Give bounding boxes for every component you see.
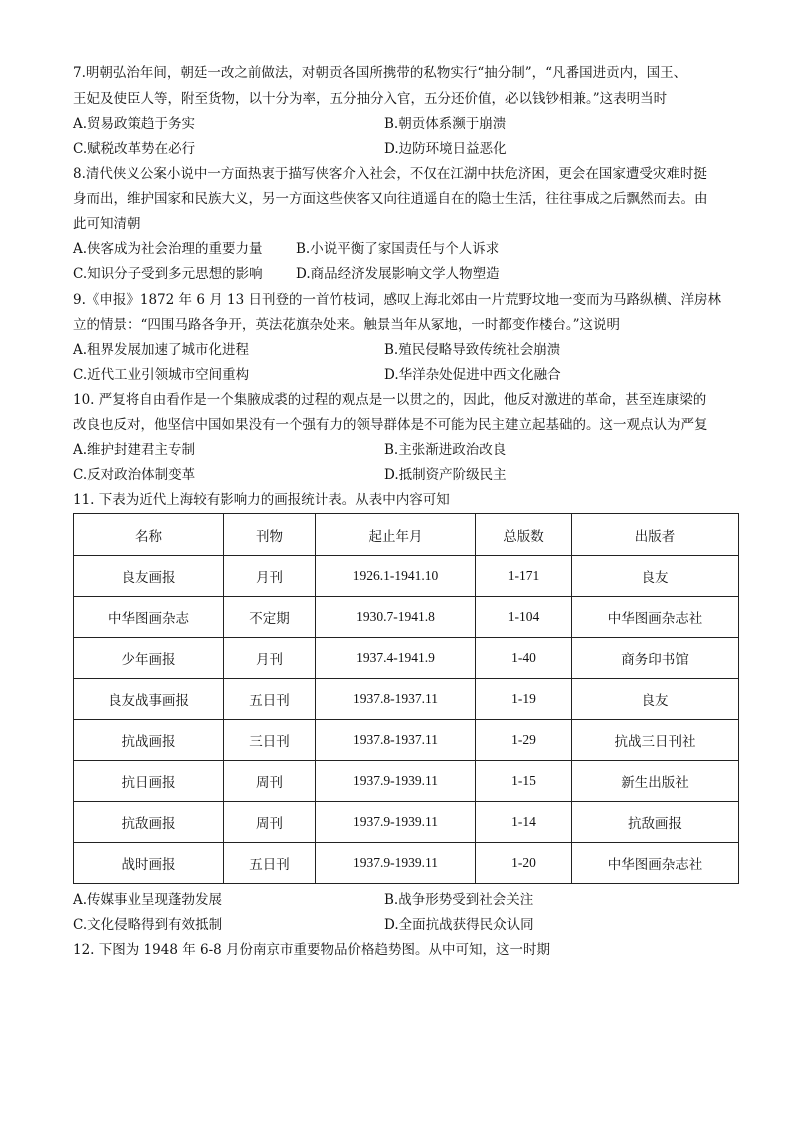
table-row <box>74 843 739 884</box>
header-publisher: 出版者 <box>572 514 739 556</box>
cell-period: 1937.9-1939.11 <box>316 843 476 884</box>
cell-period: 1937.8-1937.11 <box>316 679 476 720</box>
cell-name: 抗日画报 <box>74 761 224 802</box>
table-row <box>74 638 739 679</box>
cell-issues: 1-104 <box>476 597 572 638</box>
cell-name: 中华图画杂志 <box>74 597 224 638</box>
q11-option-b[interactable]: B.战争形势受到社会关注 <box>384 892 534 908</box>
cell-publisher: 良友 <box>572 556 739 597</box>
cell-period: 1937.4-1941.9 <box>316 638 476 679</box>
cell-issues: 1-171 <box>476 556 572 597</box>
q9-stem-line-2: 立的情景：“四围马路各争开，英法花旗杂处来。触景当年从冢地，一时都变作楼台。”这说明 <box>73 317 621 333</box>
cell-period: 1937.9-1939.11 <box>316 802 476 843</box>
cell-publisher: 中华图画杂志社 <box>572 843 739 884</box>
q8-stem-line-3: 此可知清朝 <box>73 216 141 232</box>
header-period: 起止年月 <box>316 514 476 556</box>
cell-type: 月刊 <box>224 638 316 679</box>
q9-option-c[interactable]: C.近代工业引领城市空间重构 <box>73 367 250 383</box>
cell-type: 五日刊 <box>224 843 316 884</box>
header-type: 刊物 <box>224 514 316 556</box>
cell-name: 抗战画报 <box>74 720 224 761</box>
cell-period: 1937.9-1939.11 <box>316 761 476 802</box>
q7-option-c[interactable]: C.赋税改革势在必行 <box>73 141 196 157</box>
cell-name: 良友战事画报 <box>74 679 224 720</box>
q12-stem: 12. 下图为 1948 年 6-8 月份南京市重要物品价格趋势图。从中可知，这一时期 <box>73 942 551 958</box>
cell-issues: 1-19 <box>476 679 572 720</box>
cell-issues: 1-40 <box>476 638 572 679</box>
cell-type: 五日刊 <box>224 679 316 720</box>
cell-type: 不定期 <box>224 597 316 638</box>
cell-name: 战时画报 <box>74 843 224 884</box>
cell-publisher: 良友 <box>572 679 739 720</box>
table-row <box>74 720 739 761</box>
q8-option-a[interactable]: A.侠客成为社会治理的重要力量 <box>73 241 263 257</box>
q11-option-c[interactable]: C.文化侵略得到有效抵制 <box>73 917 223 933</box>
q8-option-b[interactable]: B.小说平衡了家国责任与个人诉求 <box>296 241 500 257</box>
table-row <box>74 679 739 720</box>
q11-option-a[interactable]: A.传媒事业呈现蓬勃发展 <box>73 892 223 908</box>
q10-option-d[interactable]: D.抵制资产阶级民主 <box>384 467 507 483</box>
cell-name: 良友画报 <box>74 556 224 597</box>
q8-stem-line-1: 8.清代侠义公案小说中一方面热衷于描写侠客介入社会，不仅在江湖中扶危济困，更会在国家遭受灾难时挺 <box>73 166 707 182</box>
cell-type: 周刊 <box>224 761 316 802</box>
cell-publisher: 抗战三日刊社 <box>572 720 739 761</box>
cell-type: 三日刊 <box>224 720 316 761</box>
cell-name: 少年画报 <box>74 638 224 679</box>
q8-stem-line-2: 身而出，维护国家和民族大义，另一方面这些侠客又向往逍遥自在的隐士生活，往往事成之后飘然而去。由 <box>73 191 708 207</box>
q7-option-b[interactable]: B.朝贡体系濒于崩溃 <box>384 116 507 132</box>
cell-period: 1937.8-1937.11 <box>316 720 476 761</box>
q7-stem-line-2: 王妃及使臣人等，附至货物，以十分为率，五分抽分入官，五分还价值，必以钱钞相兼。”这表明当时 <box>73 91 668 107</box>
pictorial-statistics-table <box>73 513 739 884</box>
q10-option-c[interactable]: C.反对政治体制变革 <box>73 467 196 483</box>
cell-publisher: 抗敌画报 <box>572 802 739 843</box>
q10-stem-line-1: 10. 严复将自由看作是一个集腋成裘的过程的观点是一以贯之的，因此，他反对激进的革命，甚至连康梁的 <box>73 392 707 408</box>
q7-stem-line-1: 7.明朝弘治年间，朝廷一改之前做法，对朝贡各国所携带的私物实行“抽分制”，“凡番国进贡内，国王、 <box>73 65 688 81</box>
q7-option-d[interactable]: D.边防环境日益恶化 <box>384 141 507 157</box>
q8-option-d[interactable]: D.商品经济发展影响文学人物塑造 <box>296 266 500 282</box>
q9-stem-line-1: 9.《申报》1872 年 6 月 13 日刊登的一首竹枝词，感叹上海北郊由一片荒野坟地一变而为马路纵横、洋房林 <box>73 292 721 308</box>
q11-stem: 11. 下表为近代上海较有影响力的画报统计表。从表中内容可知 <box>73 492 450 508</box>
q10-stem-line-2: 改良也反对，他坚信中国如果没有一个强有力的领导群体是不可能为民主建立起基础的。这一观点认为严复 <box>73 417 708 433</box>
q7-option-a[interactable]: A.贸易政策趋于务实 <box>73 116 196 132</box>
header-issues: 总版数 <box>476 514 572 556</box>
table-row <box>74 556 739 597</box>
q8-option-c[interactable]: C.知识分子受到多元思想的影响 <box>73 266 263 282</box>
table-row <box>74 761 739 802</box>
q10-option-b[interactable]: B.主张渐进政治改良 <box>384 442 507 458</box>
cell-publisher: 商务印书馆 <box>572 638 739 679</box>
cell-issues: 1-29 <box>476 720 572 761</box>
cell-period: 1930.7-1941.8 <box>316 597 476 638</box>
cell-issues: 1-15 <box>476 761 572 802</box>
q9-option-a[interactable]: A.租界发展加速了城市化进程 <box>73 342 250 358</box>
cell-name: 抗敌画报 <box>74 802 224 843</box>
header-name: 名称 <box>74 514 224 556</box>
q9-option-d[interactable]: D.华洋杂处促进中西文化融合 <box>384 367 561 383</box>
cell-publisher: 中华图画杂志社 <box>572 597 739 638</box>
cell-type: 周刊 <box>224 802 316 843</box>
cell-period: 1926.1-1941.10 <box>316 556 476 597</box>
cell-issues: 1-14 <box>476 802 572 843</box>
cell-issues: 1-20 <box>476 843 572 884</box>
table-row <box>74 802 739 843</box>
cell-publisher: 新生出版社 <box>572 761 739 802</box>
table-row <box>74 597 739 638</box>
cell-type: 月刊 <box>224 556 316 597</box>
q9-option-b[interactable]: B.殖民侵略导致传统社会崩溃 <box>384 342 561 358</box>
q10-option-a[interactable]: A.维护封建君主专制 <box>73 442 196 458</box>
table-header-row <box>74 514 739 556</box>
q11-option-d[interactable]: D.全面抗战获得民众认同 <box>384 917 534 933</box>
